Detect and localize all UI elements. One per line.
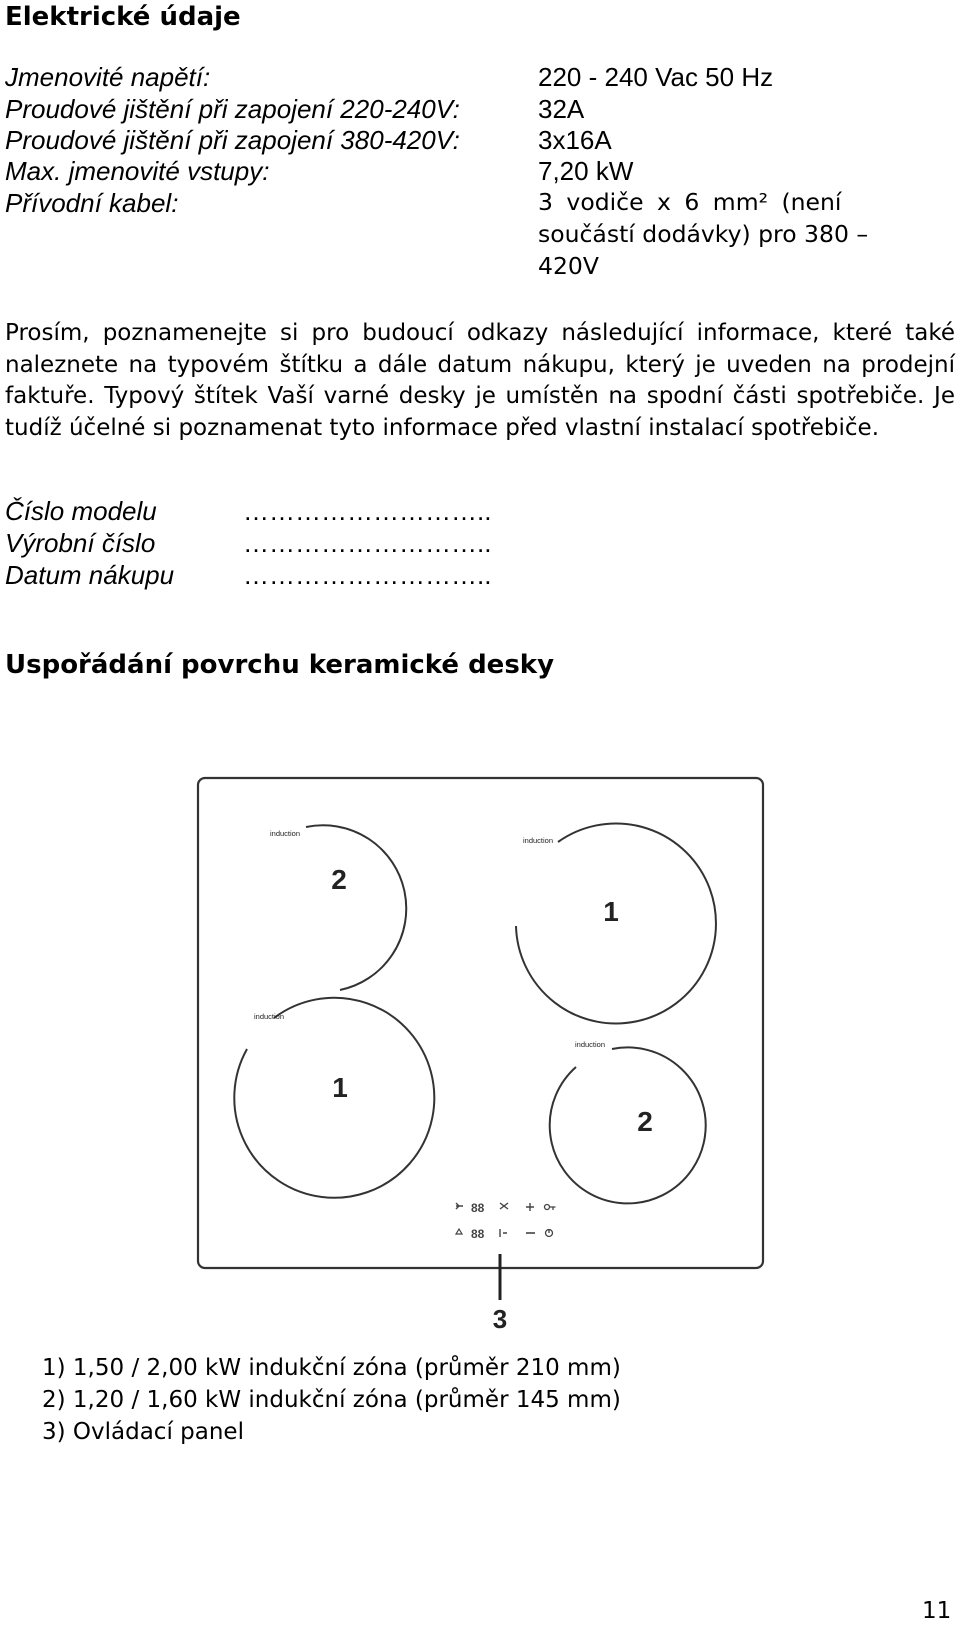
control-row-top bbox=[456, 1201, 556, 1215]
page-number: 11 bbox=[922, 1598, 952, 1624]
zone-bottom-right-label: induction bbox=[575, 1040, 606, 1049]
section-heading-surface: Uspořádání povrchu keramické desky bbox=[5, 650, 555, 680]
zone-top-left-number: 2 bbox=[331, 864, 347, 895]
zone-bottom-left-label: induction bbox=[254, 1012, 285, 1021]
spec-value-cable-line2: součástí dodávky) pro 380 – bbox=[538, 220, 869, 248]
spec-value-cable-line3: 420V bbox=[538, 252, 599, 280]
spec-value-fuse-220: 32A bbox=[538, 94, 585, 124]
field-label-model: Číslo modelu bbox=[5, 496, 157, 526]
display-bottom: 88 bbox=[471, 1227, 485, 1241]
spec-label-fuse-380: Proudové jištění při zapojení 380-420V: bbox=[5, 125, 460, 155]
hob-outline bbox=[198, 778, 763, 1268]
field-label-purchase-date: Datum nákupu bbox=[5, 560, 175, 590]
control-panel bbox=[456, 1201, 556, 1241]
spec-label-fuse-220: Proudové jištění při zapojení 220-240V: bbox=[5, 94, 460, 124]
key-lock-icon bbox=[545, 1205, 550, 1210]
zone-top-right-label: induction bbox=[523, 836, 554, 845]
timer-icon-2 bbox=[500, 1229, 507, 1237]
legend-item-1: 1) 1,50 / 2,00 kW indukční zóna (průměr 210 mm) bbox=[42, 1355, 621, 1381]
pan-icon-2 bbox=[456, 1229, 462, 1234]
pan-icon bbox=[456, 1203, 463, 1209]
spec-value-voltage: 220 - 240 Vac 50 Hz bbox=[538, 62, 774, 92]
field-value-purchase-date: ……………………….. bbox=[243, 560, 492, 590]
legend-item-2: 2) 1,20 / 1,60 kW indukční zóna (průměr 145 mm) bbox=[42, 1387, 621, 1413]
field-label-serial: Výrobní číslo bbox=[5, 528, 156, 558]
info-paragraph-text: Prosím, poznamenejte si pro budoucí odkazy následující informace, které také naleznete na typovém štítku a dále datum nákupu, který je uveden na prodejní faktuře. Typový štítek Vaší varné desky je umístěn na spodní části spotřebiče. Je tudíž účelné si poznamenat tyto informace před vlastní instalací spotřebiče. bbox=[5, 320, 955, 441]
section-heading-electrical: Elektrické údaje bbox=[5, 2, 241, 32]
spec-label-cable: Přívodní kabel: bbox=[5, 188, 179, 218]
zone-bottom-left-number: 1 bbox=[332, 1072, 348, 1103]
spec-value-max-input: 7,20 kW bbox=[538, 156, 634, 186]
zone-top-right-number: 1 bbox=[603, 896, 619, 927]
timer-icon bbox=[500, 1203, 508, 1209]
spec-value-cable-line1: 3 vodiče x 6 mm² (není bbox=[538, 188, 842, 216]
control-panel-callout-number: 3 bbox=[492, 1304, 508, 1334]
zone-bottom-right-number: 2 bbox=[637, 1106, 653, 1137]
field-value-serial: ……………………….. bbox=[243, 528, 492, 558]
spec-label-max-input: Max. jmenovité vstupy: bbox=[5, 156, 270, 186]
spec-value-fuse-380: 3x16A bbox=[538, 125, 612, 155]
zone-top-left-label: induction bbox=[270, 829, 301, 838]
spec-label-voltage: Jmenovité napětí: bbox=[5, 62, 211, 92]
key-lock-icon-stem bbox=[550, 1207, 556, 1210]
plus-icon bbox=[526, 1203, 534, 1211]
control-row-bottom bbox=[456, 1227, 553, 1241]
field-value-model: ……………………….. bbox=[243, 496, 492, 526]
zone-top-left-ring bbox=[306, 825, 406, 990]
legend-item-3: 3) Ovládací panel bbox=[42, 1419, 244, 1445]
zone-bottom-right-ring bbox=[550, 1047, 706, 1203]
display-top: 88 bbox=[471, 1201, 485, 1215]
